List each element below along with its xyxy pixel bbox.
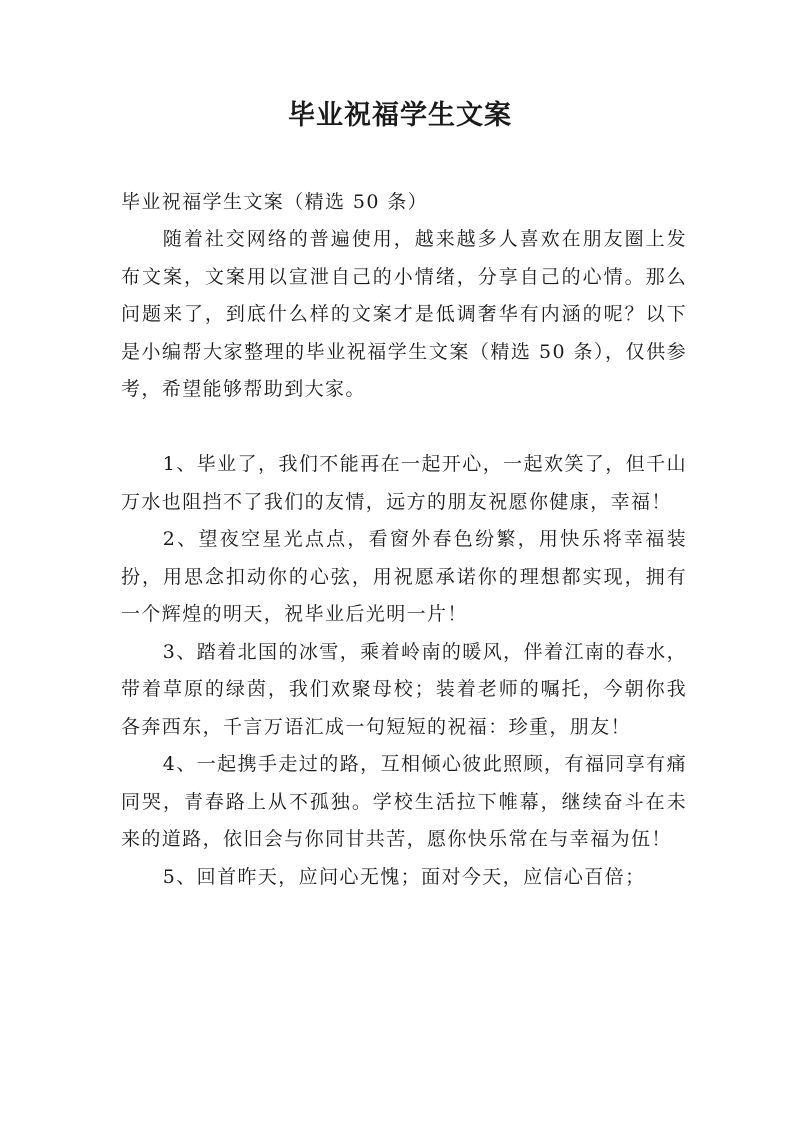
list-item: 1、毕业了，我们不能再在一起开心，一起欢笑了，但千山万水也阻挡不了我们的友情，远方的朋友祝愿你健康，幸福！ — [121, 453, 687, 513]
list-item: 4、一起携手走过的路，互相倾心彼此照顾，有福同享有痛同哭，青春路上从不孤独。学校生活拉下帷幕，继续奋斗在未来的道路，依旧会与你同甘共苦，愿你快乐常在与幸福为伍！ — [121, 753, 687, 850]
list-item: 3、踏着北国的冰雪，乘着岭南的暖风，伴着江南的春水，带着草原的绿茵，我们欢聚母校；装着老师的嘱托，今朝你我各奔西东，千言万语汇成一句短短的祝福：珍重，朋友！ — [121, 640, 687, 738]
wish-list — [121, 446, 687, 896]
document-title: 毕业祝福学生文案 — [288, 100, 512, 131]
document-subtitle: 毕业祝福学生文案（精选 50 条） — [121, 191, 429, 213]
intro-paragraph: 随着社交网络的普遍使用，越来越多人喜欢在朋友圈上发布文案，文案用以宣泄自己的小情绪，分享自己的心情。那么问题来了，到底什么样的文案才是低调奢华有内涵的呢？以下是小编帮大家整理的毕业祝福学生文案（精选 50 条），仅供参考，希望能够帮助到大家。 — [121, 228, 687, 400]
list-item: 2、望夜空星光点点，看窗外春色纷繁，用快乐将幸福装扮，用思念扣动你的心弦，用祝愿承诺你的理想都实现，拥有一个辉煌的明天，祝毕业后光明一片！ — [121, 528, 687, 625]
list-item: 5、回首昨天，应问心无愧；面对今天，应信心百倍； — [162, 865, 646, 888]
